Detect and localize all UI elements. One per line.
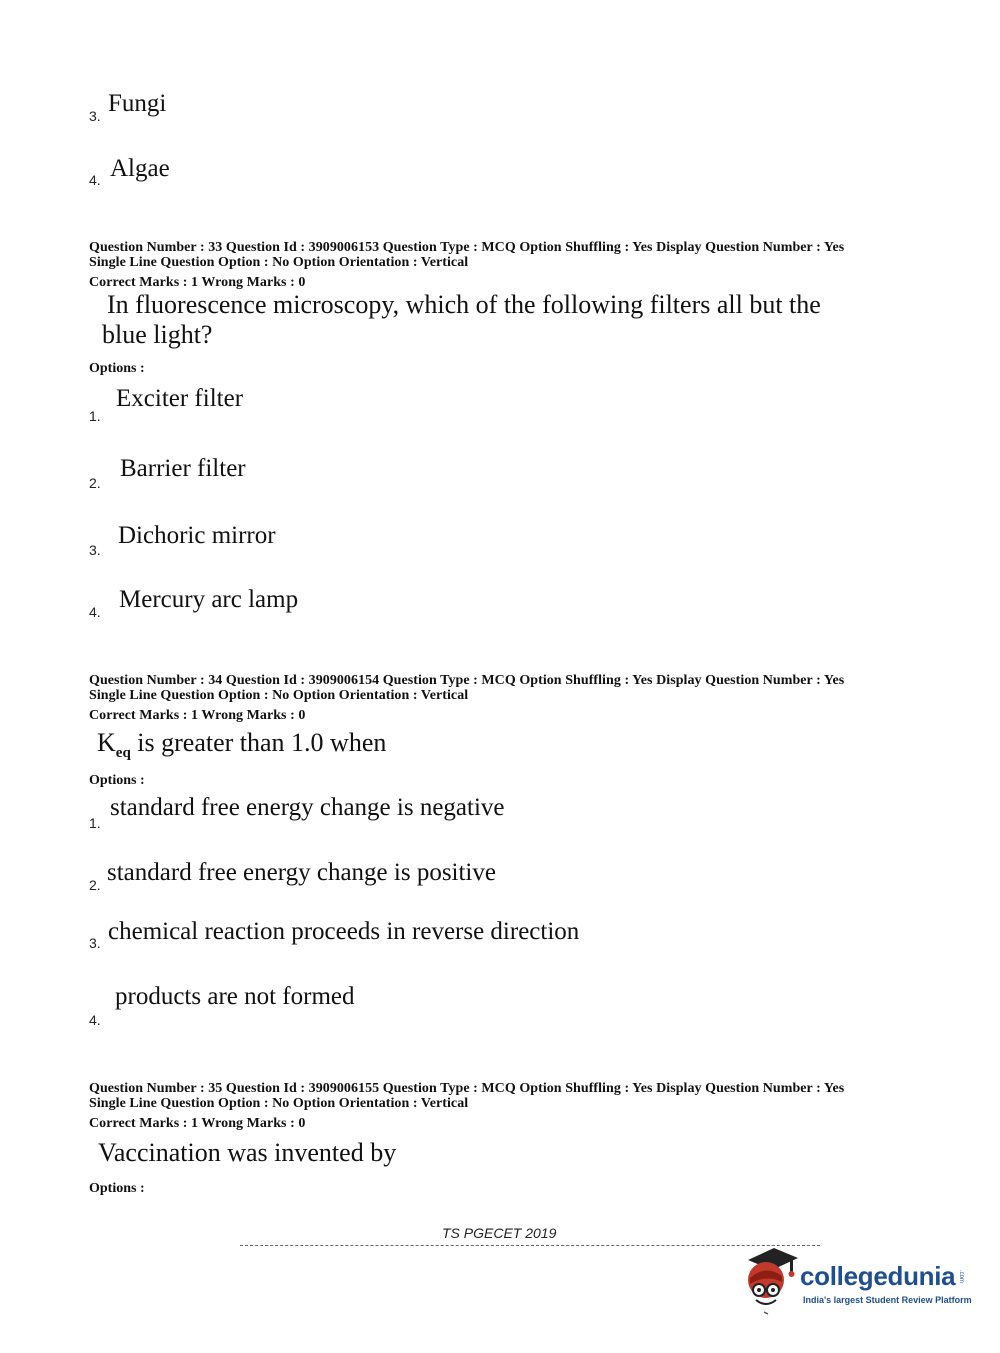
question-meta-line2: Single Line Question Option : No Option Orientation : Vertical [89,1096,469,1111]
question-meta-line2: Single Line Question Option : No Option Orientation : Vertical [89,255,469,270]
option-number: 4. [89,1012,101,1028]
logo-name: collegedunia [800,1261,956,1291]
keq-subscript: eq [115,745,131,762]
logo-tagline: India's largest Student Review Platform [803,1295,972,1305]
option-number: 4. [89,604,101,620]
option-text: standard free energy change is positive [107,859,496,886]
option-number: 1. [89,815,101,831]
question-meta-line2: Single Line Question Option : No Option Orientation : Vertical [89,688,469,703]
question-meta-line1: Question Number : 34 Question Id : 3909006154 Question Type : MCQ Option Shuffling : Yes Display Question Number : Yes [89,673,845,688]
question-text: Vaccination was invented by [98,1138,397,1167]
option-number: 3. [89,935,101,951]
option-number: 4. [89,172,101,188]
footer-divider [240,1245,820,1246]
keq-symbol: K [97,728,116,757]
option-text: products are not formed [115,983,355,1010]
option-number: 3. [89,542,101,558]
option-text: Dichoric mirror [118,522,276,549]
option-number: 1. [89,408,101,424]
option-number: 2. [89,475,101,491]
question-marks: Correct Marks : 1 Wrong Marks : 0 [89,1116,306,1131]
footer-exam-name: TS PGECET 2019 [442,1225,557,1241]
question-meta-line1: Question Number : 33 Question Id : 3909006153 Question Type : MCQ Option Shuffling : Yes Display Question Number : Yes [89,240,845,255]
option-text: Exciter filter [116,385,244,412]
option-text: Mercury arc lamp [119,586,299,613]
option-text: Algae [110,155,170,182]
options-label: Options : [89,361,145,376]
option-text: standard free energy change is negative [110,794,505,821]
option-number: 2. [89,877,101,893]
question-text: In fluorescence microscopy, which of the following filters all but the blue light? [102,290,821,349]
question-text-rest: is greater than 1.0 when [130,728,387,757]
logo-suffix: .com [958,1270,964,1284]
options-label: Options : [89,773,145,788]
question-marks: Correct Marks : 1 Wrong Marks : 0 [89,275,306,290]
option-text: Fungi [108,90,167,117]
option-text: chemical reaction proceeds in reverse direction [108,918,580,945]
mascot-icon [740,1246,802,1316]
question-marks: Correct Marks : 1 Wrong Marks : 0 [89,708,306,723]
question-meta-line1: Question Number : 35 Question Id : 3909006155 Question Type : MCQ Option Shuffling : Yes Display Question Number : Yes [89,1081,845,1096]
option-number: 3. [89,108,101,124]
option-text: Barrier filter [120,455,246,482]
question-text [97,728,386,768]
options-label: Options : [89,1181,145,1196]
